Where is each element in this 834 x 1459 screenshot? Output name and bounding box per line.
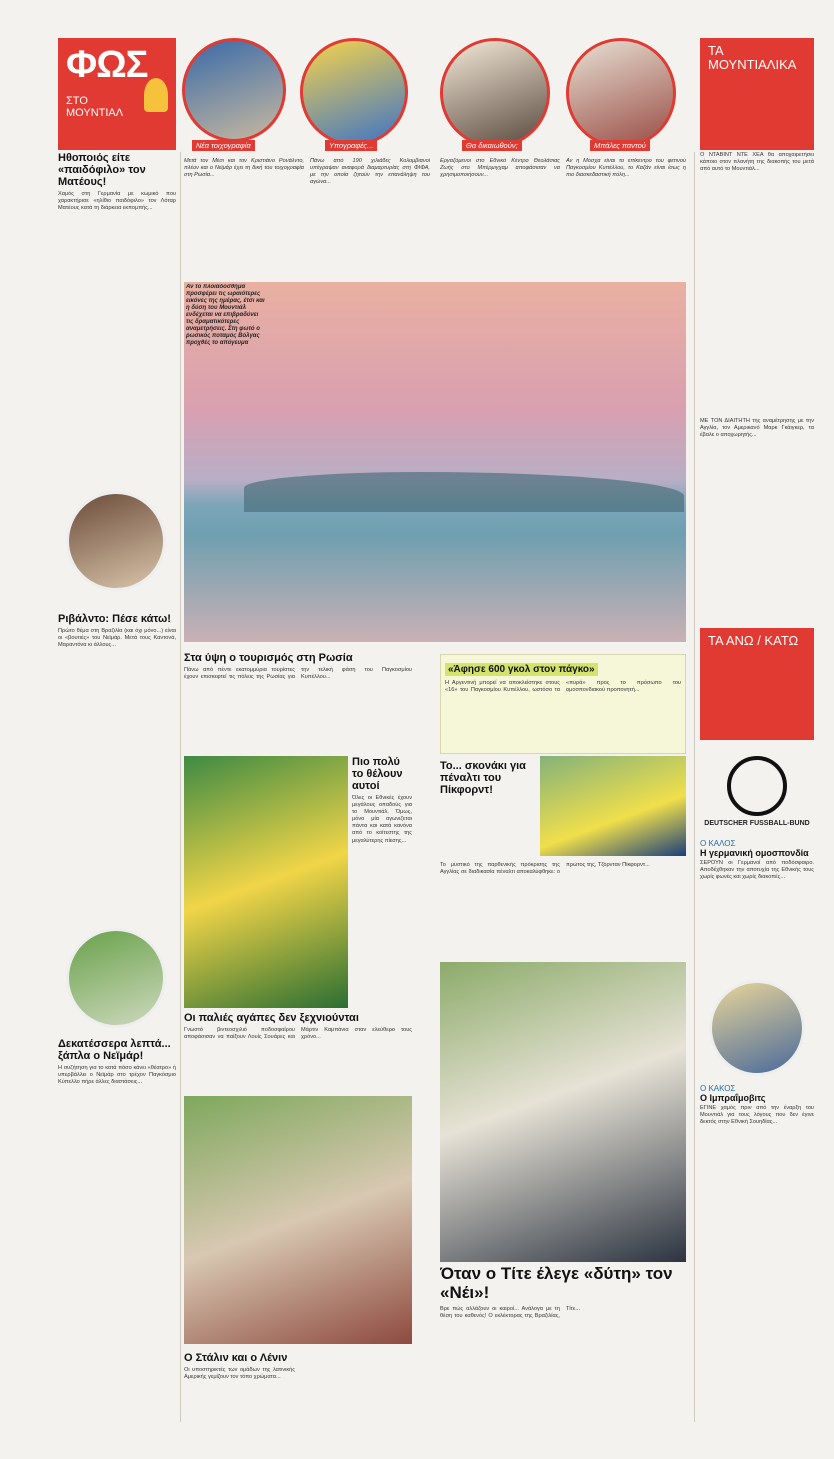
article-rivaldo: Πρώτο θέμα στη Βραζιλία (και όχι μόνο...) είναι οι «βουτιές» του Νεϊμάρ. Μετά τους Καντονά, Μαραντόνα κι άλλους... bbox=[58, 628, 176, 649]
headline-tourism: Στα ύψη ο τουρισμός στη Ρωσία bbox=[184, 652, 353, 664]
stalin-block bbox=[184, 1352, 412, 1428]
headline-rivaldo: Ριβάλντο: Πέσε κάτω! bbox=[58, 613, 171, 625]
photo-caption-box bbox=[186, 284, 266, 394]
headline-old-love: Οι παλιές αγάπες δεν ξεχνιούνται bbox=[184, 1012, 359, 1024]
good-label: Ο ΚΑΛΟΣ bbox=[700, 839, 736, 848]
island-silhouette bbox=[244, 472, 684, 512]
article-old-love: Γνωστό βιντεοσχιλιό ποδοσφαίρου αποφάσισαν να παίξουν Λουίς Σουάρες και Μάρτιν Καμπάνια σταν ελεύθερο τους χρόνο... bbox=[184, 1027, 412, 1041]
article-600-goals: Η Αργεντινή μπορεί να αποκλείστηκε στους «16» του Παγκοσμίου Κυπέλλου, ωστόσο τα «πυρά» προς το πρόσωπο του ομοσπονδιακού προπονητή... bbox=[445, 680, 681, 694]
logo-box bbox=[58, 38, 176, 150]
photo-rivaldo bbox=[66, 491, 166, 591]
right-tab-label: ΤΑ ΜΟΥΝΤΙΑΛΙΚΑ bbox=[708, 43, 797, 72]
headline-tite: Όταν ο Τίτε έλεγε «δύτη» τον «Νέι»! bbox=[440, 1264, 673, 1302]
headline-matthaus: Ηθοποιός είτε «παιδόφιλο» τον Ματέους! bbox=[58, 152, 146, 188]
photo-caption: Αν το πλοιάδοσθήμα προσφέρει τις ωραιότερες εικόνες της ημέρας, έτσι και η δύση του Μουντιάλ ενδέχεται να επιβραδύνει τις δραματικότερες αναμετρήσεις. Στη φωτό ο ρωσικός ποταμός Βόλγας προχθές το απόγευμα bbox=[186, 284, 265, 346]
col1 bbox=[58, 152, 176, 1427]
bad-label: Ο ΚΑΚΟΣ bbox=[700, 1084, 736, 1093]
right-tab-header bbox=[700, 38, 814, 150]
photo-stalin-lenin bbox=[184, 1096, 412, 1344]
photo-pickford bbox=[540, 756, 686, 856]
photo-neymar-mural bbox=[182, 38, 286, 142]
quote-box bbox=[440, 654, 686, 754]
caption-vindicated: Θα δικαιωθούν; bbox=[462, 140, 522, 151]
logo-subtitle: ΣΤΟ ΜΟΥΝΤΙΑΛ bbox=[66, 95, 124, 119]
photo-balls bbox=[566, 38, 676, 148]
dfb-logo bbox=[727, 756, 787, 816]
headline-ibrahimovic: Ο Ιμπραΐμοβιτς bbox=[700, 1093, 766, 1103]
headline-stalin: Ο Στάλιν και ο Λένιν bbox=[184, 1352, 288, 1364]
article-mural: Μετά τον Μέσι και τον Κριστιάνο Ρονάλντο, πλέον και ο Νεϊμάρ έχει τη δική του τοιχογραφία στη Ρωσία... bbox=[184, 158, 304, 179]
article-birmingham: Εργαζόμενοι στο Εθνικό Κέντρο Θεολάσιας Ζωής στο Μπέρμιγχαμ αποφάσισαν να χρησιμοποιήσουν... bbox=[440, 158, 560, 179]
article-signatures: Πάνω από 190 χιλιάδες Κολομβιανοί υπέγραψαν αναφορά διαμαρτυρίας στη ΦΙΦΑ, με την οποία ζητούν την επανάληψη του αγώνα... bbox=[310, 158, 430, 186]
headline-pickford: Το... σκονάκι για πέναλτι του Πίκφορντ! bbox=[440, 760, 526, 796]
tite-block bbox=[440, 1264, 686, 1429]
photo-ibrahimovic bbox=[709, 980, 805, 1076]
divider-col-right bbox=[694, 152, 695, 1422]
article-kazan: Αν η Μόσχα είναι το επίκεντρο του φετινού Παγκοσμίου Κυπέλλου, το Καζάν είναι ίσως η πιο διασκεδαστική πόλη... bbox=[566, 158, 686, 179]
divider-col1 bbox=[180, 152, 181, 1422]
photo-fans-colombia bbox=[300, 38, 408, 146]
article-german-federation: ΣΕΡΟΥΝ οι Γερμανοί από ποδόσφαιρο. Αποδέχθηκαν την αποτυχία της Εθνικής τους χωρίς φωνές και χωρίς διακοπές... bbox=[700, 860, 814, 881]
headline-fans: Πιο πολύ το θέλουν αυτοί bbox=[352, 756, 403, 792]
article-fans: Όλες οι Εθνικές έχουν μεγάλους οπαδούς για το Μουντιάλ. Όμως, μόνο μία αγωνιζεται πάντα και κατά κανόνα από το κοίτεστης της μεγαλύτερης πίεσης... bbox=[352, 795, 412, 844]
article-tourism: Πάνω από πέντε εκατομμύρια τουρίστες έχουν επισκεφτεί τις πόλεις της Ρωσίας για την τελική φάση του Παγκοσμίου Κυπέλλου... bbox=[184, 667, 412, 681]
fans-block bbox=[352, 756, 412, 1004]
headline-600-goals: «Άφησε 600 γκολ στον πάγκο» bbox=[445, 663, 598, 676]
article-referee: ΜΕ ΤΟΝ ΔΙΑΙΤΗΤΗ της αναμέτρησης με την Αγγλία, τον Αμερικανό Μαρκ Γκάιγκερ, τα έβαλε ο αποχωρητής... bbox=[700, 418, 814, 439]
right-col bbox=[700, 152, 814, 1428]
photo-neymar-down bbox=[66, 928, 166, 1028]
caption-signatures: Υπογραφές... bbox=[325, 140, 377, 151]
caption-balls: Μπάλες παντού bbox=[590, 140, 650, 151]
updown-tab-label: ΤΑ ΑΝΩ / ΚΑΤΩ bbox=[708, 633, 799, 648]
tourism-block bbox=[184, 652, 412, 750]
headline-neymar-minutes: Δεκατέσσερα λεπτά... ξάπλα ο Νεϊμάρ! bbox=[58, 1038, 171, 1062]
article-pickford: Το μυστικό της παρθενικής πρόκρισης της Αγγλίας σε διαδικασία πέναλτι αποκαλύφθηκε: ο πρώτος της, Τζόρνταν Πίκφορντ... bbox=[440, 862, 650, 876]
dfb-label: DEUTSCHER FUSSBALL-BUND bbox=[704, 820, 810, 827]
article-matthaus: Χαμός στη Γερμανία με κωμικό που χαρακτήρισε «ηλίθιο παιδόφιλο» τον Λόταρ Ματέους κατά τη διάρκεια εκπομπής... bbox=[58, 191, 176, 212]
caption-mural: Νέα τοιχογραφία bbox=[192, 140, 255, 151]
photo-england-flag bbox=[440, 38, 550, 148]
world-cup-trophy-icon bbox=[144, 78, 168, 112]
article-tite: Βρε πώς αλλάζουν οι καιροί... Ανάλογα με τη θέση του καθενός! Ο εκλέκτορας της Βραζιλίας, Τίτε... bbox=[440, 1306, 581, 1320]
pickford-block bbox=[440, 760, 532, 860]
photo-brazil-fans bbox=[184, 756, 348, 1008]
article-de-gea: Ο ΝΤΑΒΙΝΤ ΝΤΕ ΧΕΑ θα αποχαιρετήσει κάποιο στον πλανήτη της διακοπής του μετά από αυτό το Μουντιάλ... bbox=[700, 152, 814, 173]
logo-title: ΦΩΣ bbox=[66, 44, 148, 86]
old-love-block bbox=[184, 1012, 412, 1088]
photo-tite bbox=[440, 962, 686, 1262]
article-neymar-minutes: Η συζήτηση για το κατά πόσο κάνει «θέατρο» ή υπερβάλλει ο Νεϊμάρ στο τρέχον Παγκόσμιο Κύπελλο πήρε άλλες διαστάσεις... bbox=[58, 1065, 176, 1086]
headline-german-federation: Η γερμανική ομοσπονδία bbox=[700, 848, 809, 858]
article-stalin: Οι υποστηρικτές των ομάδων της λατινικής Αμερικής γεμίζουν τον τόπο χρώματα... bbox=[184, 1367, 295, 1381]
article-ibrahimovic: ΕΓΙΝΕ χαμός πριν από την έναρξη του Μουντιάλ για τους λόγους που δεν έγινε δεκτός στην Εθνική Σουηδίας... bbox=[700, 1105, 814, 1126]
updown-tab bbox=[700, 628, 814, 740]
